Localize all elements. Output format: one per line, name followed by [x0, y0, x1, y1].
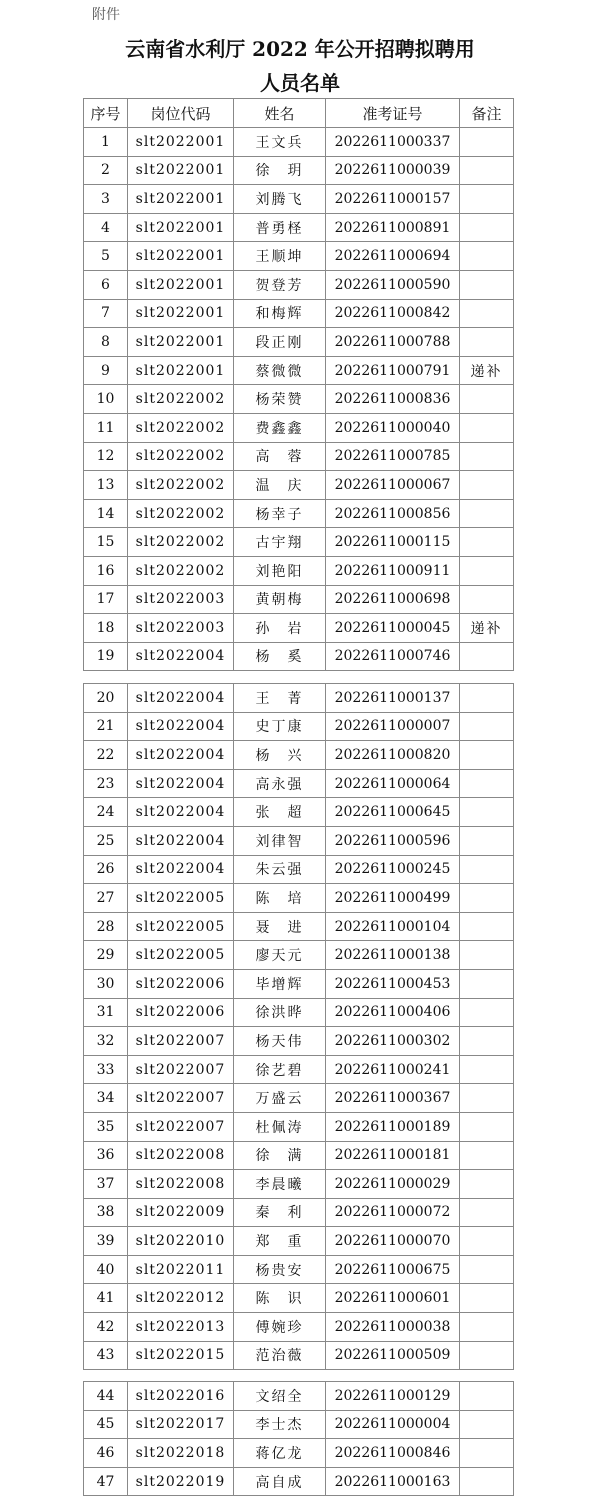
cell-exam-number: 2022611000115	[326, 528, 460, 557]
cell-position-code: slt2022003	[128, 585, 234, 614]
cell-position-code: slt2022004	[128, 855, 234, 884]
cell-exam-number: 2022611000007	[326, 712, 460, 741]
cell-exam-number: 2022611000337	[326, 128, 460, 157]
cell-position-code: slt2022015	[128, 1341, 234, 1370]
cell-exam-number: 2022611000785	[326, 442, 460, 471]
cell-name: 蒋亿龙	[234, 1439, 326, 1468]
cell-exam-number: 2022611000694	[326, 242, 460, 271]
table-row	[84, 242, 514, 271]
cell-exam-number: 2022611000856	[326, 499, 460, 528]
cell-remark	[460, 1084, 514, 1113]
cell-name: 费鑫鑫	[234, 413, 326, 442]
cell-position-code: slt2022004	[128, 642, 234, 671]
cell-position-code: slt2022008	[128, 1170, 234, 1199]
cell-position-code: slt2022004	[128, 712, 234, 741]
cell-index: 41	[84, 1284, 128, 1313]
cell-index: 14	[84, 499, 128, 528]
table-row	[84, 855, 514, 884]
cell-exam-number: 2022611000645	[326, 798, 460, 827]
cell-remark	[460, 1112, 514, 1141]
cell-position-code: slt2022001	[128, 242, 234, 271]
cell-remark	[460, 156, 514, 185]
cell-name: 秦 利	[234, 1198, 326, 1227]
cell-name: 段正刚	[234, 328, 326, 357]
cell-index: 3	[84, 185, 128, 214]
cell-position-code: slt2022002	[128, 499, 234, 528]
hire-list-table-page1	[83, 98, 514, 671]
cell-remark	[460, 1055, 514, 1084]
col-header-position-code: 岗位代码	[128, 99, 234, 128]
cell-index: 7	[84, 299, 128, 328]
document-title-line2: 人员名单	[260, 71, 340, 95]
cell-name: 王文兵	[234, 128, 326, 157]
table-row	[84, 769, 514, 798]
cell-position-code: slt2022012	[128, 1284, 234, 1313]
cell-remark	[460, 684, 514, 713]
cell-exam-number: 2022611000029	[326, 1170, 460, 1199]
cell-exam-number: 2022611000181	[326, 1141, 460, 1170]
cell-exam-number: 2022611000820	[326, 741, 460, 770]
cell-position-code: slt2022002	[128, 471, 234, 500]
cell-position-code: slt2022016	[128, 1382, 234, 1411]
cell-remark	[460, 556, 514, 585]
table-row	[84, 213, 514, 242]
cell-name: 温 庆	[234, 471, 326, 500]
cell-position-code: slt2022004	[128, 741, 234, 770]
cell-index: 40	[84, 1255, 128, 1284]
cell-name: 刘艳阳	[234, 556, 326, 585]
cell-exam-number: 2022611000791	[326, 356, 460, 385]
cell-name: 高 蓉	[234, 442, 326, 471]
cell-position-code: slt2022007	[128, 1055, 234, 1084]
document-title-line1: 云南省水利厅 2022 年公开招聘拟聘用	[125, 37, 475, 61]
cell-position-code: slt2022005	[128, 884, 234, 913]
cell-exam-number: 2022611000509	[326, 1341, 460, 1370]
table-row	[84, 1055, 514, 1084]
table-row	[84, 1027, 514, 1056]
table-row	[84, 1255, 514, 1284]
cell-remark	[460, 969, 514, 998]
cell-name: 贺登芳	[234, 270, 326, 299]
cell-index: 19	[84, 642, 128, 671]
table-row	[84, 969, 514, 998]
cell-name: 傅婉珍	[234, 1313, 326, 1342]
cell-name: 廖天元	[234, 941, 326, 970]
cell-index: 37	[84, 1170, 128, 1199]
cell-name: 和梅辉	[234, 299, 326, 328]
cell-position-code: slt2022006	[128, 969, 234, 998]
cell-remark	[460, 413, 514, 442]
cell-name: 文绍全	[234, 1382, 326, 1411]
cell-remark	[460, 442, 514, 471]
cell-remark	[460, 499, 514, 528]
cell-exam-number: 2022611000891	[326, 213, 460, 242]
cell-name: 普勇柽	[234, 213, 326, 242]
cell-position-code: slt2022004	[128, 798, 234, 827]
table-row	[84, 1410, 514, 1439]
cell-remark	[460, 912, 514, 941]
table-row	[84, 299, 514, 328]
cell-index: 33	[84, 1055, 128, 1084]
table-row	[84, 1382, 514, 1411]
cell-remark	[460, 1027, 514, 1056]
cell-index: 30	[84, 969, 128, 998]
cell-index: 47	[84, 1467, 128, 1496]
cell-index: 20	[84, 684, 128, 713]
cell-position-code: slt2022007	[128, 1084, 234, 1113]
cell-exam-number: 2022611000842	[326, 299, 460, 328]
table-row	[84, 826, 514, 855]
cell-position-code: slt2022002	[128, 385, 234, 414]
cell-remark	[460, 998, 514, 1027]
cell-name: 杨荣赞	[234, 385, 326, 414]
cell-position-code: slt2022007	[128, 1112, 234, 1141]
cell-remark	[460, 299, 514, 328]
cell-position-code: slt2022002	[128, 413, 234, 442]
cell-exam-number: 2022611000040	[326, 413, 460, 442]
table-row	[84, 998, 514, 1027]
cell-remark	[460, 385, 514, 414]
cell-remark	[460, 185, 514, 214]
cell-position-code: slt2022001	[128, 356, 234, 385]
cell-position-code: slt2022001	[128, 328, 234, 357]
cell-exam-number: 2022611000104	[326, 912, 460, 941]
hire-list-table-page2	[83, 683, 514, 1370]
table-row	[84, 1439, 514, 1468]
cell-index: 2	[84, 156, 128, 185]
cell-name: 范治薇	[234, 1341, 326, 1370]
cell-index: 23	[84, 769, 128, 798]
cell-position-code: slt2022002	[128, 556, 234, 585]
cell-name: 史丁康	[234, 712, 326, 741]
cell-exam-number: 2022611000137	[326, 684, 460, 713]
cell-remark	[460, 1341, 514, 1370]
cell-name: 聂 进	[234, 912, 326, 941]
cell-exam-number: 2022611000596	[326, 826, 460, 855]
cell-position-code: slt2022018	[128, 1439, 234, 1468]
cell-name: 刘律智	[234, 826, 326, 855]
table-row	[84, 356, 514, 385]
cell-remark	[460, 1284, 514, 1313]
attachment-label: 附件	[92, 7, 120, 23]
cell-exam-number: 2022611000163	[326, 1467, 460, 1496]
cell-index: 26	[84, 855, 128, 884]
cell-index: 15	[84, 528, 128, 557]
cell-remark	[460, 1170, 514, 1199]
cell-index: 46	[84, 1439, 128, 1468]
cell-remark	[460, 242, 514, 271]
cell-remark	[460, 855, 514, 884]
cell-name: 孙 岩	[234, 614, 326, 643]
cell-exam-number: 2022611000129	[326, 1382, 460, 1411]
cell-index: 45	[84, 1410, 128, 1439]
cell-position-code: slt2022002	[128, 442, 234, 471]
cell-remark: 递补	[460, 614, 514, 643]
cell-exam-number: 2022611000911	[326, 556, 460, 585]
cell-index: 4	[84, 213, 128, 242]
table-header-row	[84, 99, 514, 128]
cell-exam-number: 2022611000675	[326, 1255, 460, 1284]
col-header-index: 序号	[84, 99, 128, 128]
table-row	[84, 585, 514, 614]
table-row	[84, 270, 514, 299]
table-row	[84, 328, 514, 357]
cell-name: 李士杰	[234, 1410, 326, 1439]
table-row	[84, 128, 514, 157]
cell-index: 8	[84, 328, 128, 357]
cell-exam-number: 2022611000836	[326, 385, 460, 414]
cell-index: 35	[84, 1112, 128, 1141]
cell-name: 郑 重	[234, 1227, 326, 1256]
table-row	[84, 941, 514, 970]
cell-remark	[460, 1410, 514, 1439]
hire-list-table-page3	[83, 1381, 514, 1496]
cell-name: 陈 识	[234, 1284, 326, 1313]
table-row	[84, 1112, 514, 1141]
table-row	[84, 741, 514, 770]
cell-index: 32	[84, 1027, 128, 1056]
cell-index: 22	[84, 741, 128, 770]
cell-position-code: slt2022004	[128, 826, 234, 855]
cell-index: 10	[84, 385, 128, 414]
table-row	[84, 1084, 514, 1113]
cell-index: 29	[84, 941, 128, 970]
cell-remark	[460, 213, 514, 242]
col-header-exam-number: 准考证号	[326, 99, 460, 128]
cell-name: 毕增辉	[234, 969, 326, 998]
cell-name: 李晨曦	[234, 1170, 326, 1199]
cell-index: 39	[84, 1227, 128, 1256]
cell-remark	[460, 585, 514, 614]
cell-exam-number: 2022611000070	[326, 1227, 460, 1256]
cell-index: 5	[84, 242, 128, 271]
table-row	[84, 1284, 514, 1313]
cell-position-code: slt2022007	[128, 1027, 234, 1056]
table-row	[84, 413, 514, 442]
cell-remark	[460, 471, 514, 500]
cell-index: 24	[84, 798, 128, 827]
cell-exam-number: 2022611000601	[326, 1284, 460, 1313]
cell-position-code: slt2022008	[128, 1141, 234, 1170]
cell-name: 高永强	[234, 769, 326, 798]
cell-name: 杨贵安	[234, 1255, 326, 1284]
cell-index: 1	[84, 128, 128, 157]
table-row	[84, 884, 514, 913]
cell-remark	[460, 1255, 514, 1284]
table-row	[84, 1141, 514, 1170]
cell-position-code: slt2022001	[128, 156, 234, 185]
cell-index: 44	[84, 1382, 128, 1411]
cell-exam-number: 2022611000698	[326, 585, 460, 614]
cell-name: 刘腾飞	[234, 185, 326, 214]
table-row	[84, 156, 514, 185]
cell-position-code: slt2022013	[128, 1313, 234, 1342]
cell-exam-number: 2022611000590	[326, 270, 460, 299]
table-row	[84, 798, 514, 827]
cell-index: 36	[84, 1141, 128, 1170]
cell-remark	[460, 1198, 514, 1227]
cell-exam-number: 2022611000138	[326, 941, 460, 970]
table-row	[84, 1198, 514, 1227]
cell-position-code: slt2022001	[128, 128, 234, 157]
cell-name: 杨天伟	[234, 1027, 326, 1056]
cell-index: 17	[84, 585, 128, 614]
cell-exam-number: 2022611000245	[326, 855, 460, 884]
cell-position-code: slt2022005	[128, 941, 234, 970]
cell-position-code: slt2022009	[128, 1198, 234, 1227]
cell-exam-number: 2022611000072	[326, 1198, 460, 1227]
cell-position-code: slt2022001	[128, 213, 234, 242]
cell-exam-number: 2022611000367	[326, 1084, 460, 1113]
cell-name: 徐艺碧	[234, 1055, 326, 1084]
cell-index: 13	[84, 471, 128, 500]
cell-remark	[460, 798, 514, 827]
table-row	[84, 556, 514, 585]
cell-remark	[460, 642, 514, 671]
cell-position-code: slt2022011	[128, 1255, 234, 1284]
cell-index: 16	[84, 556, 128, 585]
table-row	[84, 642, 514, 671]
cell-exam-number: 2022611000241	[326, 1055, 460, 1084]
cell-name: 杨幸子	[234, 499, 326, 528]
col-header-remark: 备注	[460, 99, 514, 128]
table-row	[84, 1341, 514, 1370]
cell-index: 42	[84, 1313, 128, 1342]
cell-remark	[460, 741, 514, 770]
cell-index: 43	[84, 1341, 128, 1370]
cell-remark	[460, 328, 514, 357]
cell-remark	[460, 941, 514, 970]
cell-name: 杜佩涛	[234, 1112, 326, 1141]
cell-position-code: slt2022001	[128, 185, 234, 214]
cell-name: 杨 奚	[234, 642, 326, 671]
cell-exam-number: 2022611000788	[326, 328, 460, 357]
cell-position-code: slt2022010	[128, 1227, 234, 1256]
col-header-name: 姓名	[234, 99, 326, 128]
table-row	[84, 912, 514, 941]
cell-name: 万盛云	[234, 1084, 326, 1113]
cell-index: 27	[84, 884, 128, 913]
cell-index: 12	[84, 442, 128, 471]
cell-remark	[460, 1141, 514, 1170]
cell-remark	[460, 270, 514, 299]
cell-exam-number: 2022611000157	[326, 185, 460, 214]
cell-exam-number: 2022611000039	[326, 156, 460, 185]
cell-remark: 递补	[460, 356, 514, 385]
cell-position-code: slt2022017	[128, 1410, 234, 1439]
cell-position-code: slt2022002	[128, 528, 234, 557]
table-row	[84, 1170, 514, 1199]
cell-index: 31	[84, 998, 128, 1027]
cell-remark	[460, 884, 514, 913]
cell-name: 张 超	[234, 798, 326, 827]
table-row	[84, 1227, 514, 1256]
cell-exam-number: 2022611000064	[326, 769, 460, 798]
table-row	[84, 471, 514, 500]
cell-name: 王 菁	[234, 684, 326, 713]
cell-index: 25	[84, 826, 128, 855]
table-row	[84, 385, 514, 414]
table-row	[84, 712, 514, 741]
cell-name: 陈 培	[234, 884, 326, 913]
cell-position-code: slt2022004	[128, 684, 234, 713]
cell-position-code: slt2022006	[128, 998, 234, 1027]
cell-remark	[460, 826, 514, 855]
cell-remark	[460, 1382, 514, 1411]
cell-exam-number: 2022611000189	[326, 1112, 460, 1141]
table-row	[84, 185, 514, 214]
cell-name: 徐 玥	[234, 156, 326, 185]
cell-name: 王顺坤	[234, 242, 326, 271]
cell-remark	[460, 1467, 514, 1496]
table-row	[84, 499, 514, 528]
cell-name: 蔡微微	[234, 356, 326, 385]
cell-exam-number: 2022611000038	[326, 1313, 460, 1342]
cell-index: 9	[84, 356, 128, 385]
cell-remark	[460, 1439, 514, 1468]
cell-index: 11	[84, 413, 128, 442]
cell-exam-number: 2022611000302	[326, 1027, 460, 1056]
cell-position-code: slt2022001	[128, 270, 234, 299]
cell-name: 徐洪晔	[234, 998, 326, 1027]
cell-exam-number: 2022611000746	[326, 642, 460, 671]
cell-exam-number: 2022611000045	[326, 614, 460, 643]
cell-remark	[460, 528, 514, 557]
cell-index: 18	[84, 614, 128, 643]
cell-remark	[460, 1227, 514, 1256]
cell-exam-number: 2022611000067	[326, 471, 460, 500]
cell-index: 34	[84, 1084, 128, 1113]
cell-exam-number: 2022611000453	[326, 969, 460, 998]
cell-exam-number: 2022611000004	[326, 1410, 460, 1439]
cell-position-code: slt2022003	[128, 614, 234, 643]
cell-name: 徐 满	[234, 1141, 326, 1170]
cell-position-code: slt2022005	[128, 912, 234, 941]
table-row	[84, 1467, 514, 1496]
table-row	[84, 684, 514, 713]
cell-remark	[460, 712, 514, 741]
cell-exam-number: 2022611000846	[326, 1439, 460, 1468]
cell-remark	[460, 1313, 514, 1342]
table-row	[84, 1313, 514, 1342]
cell-index: 6	[84, 270, 128, 299]
cell-position-code: slt2022004	[128, 769, 234, 798]
cell-exam-number: 2022611000499	[326, 884, 460, 913]
table-row	[84, 614, 514, 643]
cell-index: 21	[84, 712, 128, 741]
cell-name: 朱云强	[234, 855, 326, 884]
cell-position-code: slt2022001	[128, 299, 234, 328]
cell-name: 古宇翔	[234, 528, 326, 557]
cell-name: 杨 兴	[234, 741, 326, 770]
cell-remark	[460, 128, 514, 157]
cell-index: 28	[84, 912, 128, 941]
cell-position-code: slt2022019	[128, 1467, 234, 1496]
cell-remark	[460, 769, 514, 798]
cell-index: 38	[84, 1198, 128, 1227]
cell-name: 黄朝梅	[234, 585, 326, 614]
cell-name: 高自成	[234, 1467, 326, 1496]
table-row	[84, 528, 514, 557]
table-row	[84, 442, 514, 471]
cell-exam-number: 2022611000406	[326, 998, 460, 1027]
